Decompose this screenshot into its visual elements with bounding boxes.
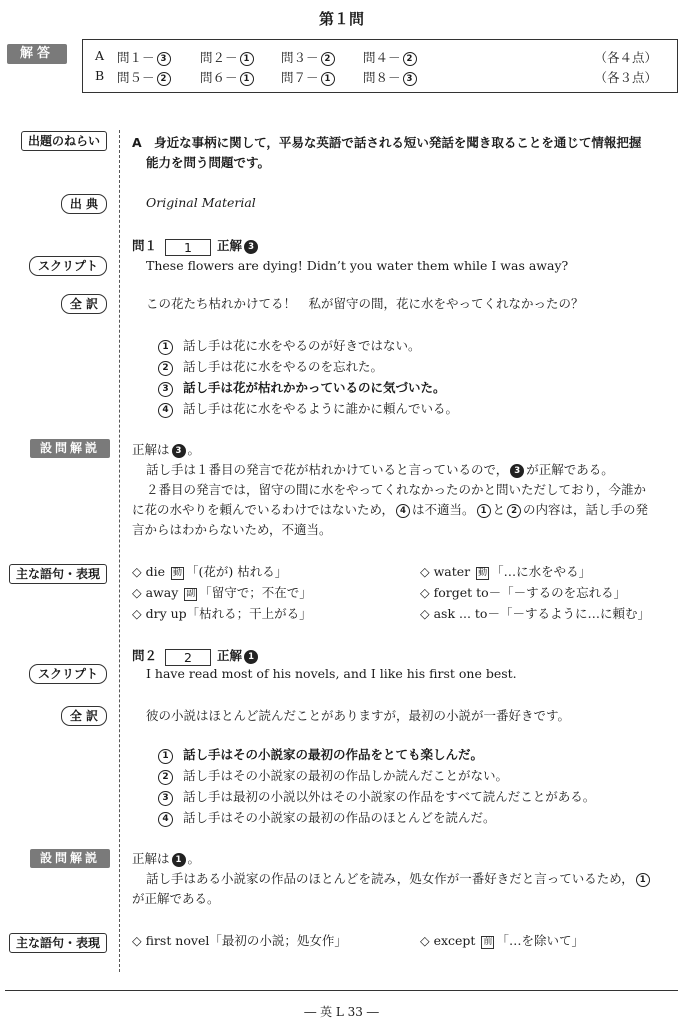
q2-vocab-2: ◇ except 前 「…を除いて」: [420, 933, 584, 948]
page-number: ― 英 L 33 ―: [304, 1005, 379, 1019]
q1-choice-3: 3 話し手は花が枯れかかっているのに気づいた。: [158, 378, 446, 398]
source-text: Original Material: [146, 195, 256, 210]
answer-row-a: A 問１－ 3 問２－ 1 問３－ 2 問４－ 2 （各４点）: [95, 48, 657, 65]
q2-script: I have read most of his novels, and I like his first one best.: [146, 666, 517, 681]
q1-vocab-6: ◇ ask ... to－「－するように…に頼む」: [420, 606, 650, 621]
q1-choice-4: 4 話し手は花に水をやるように誰かに頼んでいる。: [158, 399, 458, 419]
q1-translation: この花たち枯れかけてる！ 私が留守の間，花に水をやってくれなかったの？: [146, 296, 584, 311]
q1-vocab-3: ◇ away 副 「留守で；不在で」: [132, 585, 312, 600]
q1-vocab-2: ◇ water 動 「…に水をやる」: [420, 564, 592, 579]
q2-choice-3: 3 話し手は最初の小説以外はその小説家の作品をすべて読んだことがある。: [158, 787, 595, 807]
answer-label: 解答: [7, 44, 67, 64]
q1-explanation-label: 設問解説: [30, 439, 110, 458]
source-label: 出 典: [61, 194, 107, 214]
q2-choice-4: 4 話し手はその小説家の最初の作品のほとんどを読んだ。: [158, 808, 496, 828]
dashed-divider: [119, 130, 120, 972]
answer-box: [82, 39, 678, 93]
footer-rule: [5, 990, 678, 991]
q2-choice-2: 2 話し手はその小説家の最初の作品しか読んだことがない。: [158, 766, 508, 786]
q1-choice-2: 2 話し手は花に水をやるのを忘れた。: [158, 357, 383, 377]
q2-explanation: 正解は 1 。 話し手はある小説家の作品のほとんどを読み，処女作が一番好きだと言っているため， 1 が正解である。: [132, 849, 677, 909]
q2-explanation-label: 設問解説: [30, 849, 110, 868]
q2-answer-box: 2: [165, 649, 211, 666]
q2-translation: 彼の小説はほとんど読んだことがありますが，最初の小説が一番好きです。: [146, 708, 571, 723]
q2-translation-label: 全 訳: [61, 706, 107, 726]
q1-script-label: スクリプト: [29, 256, 107, 276]
q1-translation-label: 全 訳: [61, 294, 107, 314]
q2-script-label: スクリプト: [29, 664, 107, 684]
q1-heading: 問１ 1 正解 3: [132, 236, 677, 256]
q1-script: These flowers are dying! Didn’t you water them while I was away?: [146, 258, 569, 273]
q1-vocab-1: ◇ die 動 「(花が) 枯れる」: [132, 564, 288, 579]
aim-text: A 身近な事柄に関して，平易な英語で話される短い発話を聞き取ることを通じて情報把握 能力を問う問題です。: [132, 135, 642, 170]
answer-row-b: B 問５－ 2 問６－ 1 問７－ 1 問８－ 3 （各３点）: [95, 68, 657, 85]
q2-vocab-1: ◇ first novel「最初の小説；処女作」: [132, 933, 347, 948]
page-title: 第１問: [318, 10, 364, 28]
q1-answer-box: 1: [165, 239, 211, 256]
q1-explanation: 正解は 3 。 話し手は１番目の発言で花が枯れかけていると言っているので， 3 が正解である。 ２番目の発言では，留守の間に水をやってくれなかったのかと問いただしており，今誰か に花の水やりを頼んでいるわけではないため， 4 は不適当。 1 と 2 の内容は，話し手の発 言からはわからないため，不適当。: [132, 442, 649, 537]
aim-label: 出題のねらい: [21, 131, 107, 151]
q1-choice-1: 1 話し手は花に水をやるのが好きではない。: [158, 336, 421, 356]
q1-vocab-4: ◇ forget to－「－するのを忘れる」: [420, 585, 627, 600]
q1-vocab-5: ◇ dry up「枯れる；干上がる」: [132, 606, 312, 621]
q2-heading: 問２ 2 正解 1: [132, 646, 677, 666]
q2-vocab-label: 主な語句・表現: [9, 933, 107, 953]
q2-choice-1: 1 話し手はその小説家の最初の作品をとても楽しんだ。: [158, 745, 483, 765]
q1-vocab-label: 主な語句・表現: [9, 564, 107, 584]
